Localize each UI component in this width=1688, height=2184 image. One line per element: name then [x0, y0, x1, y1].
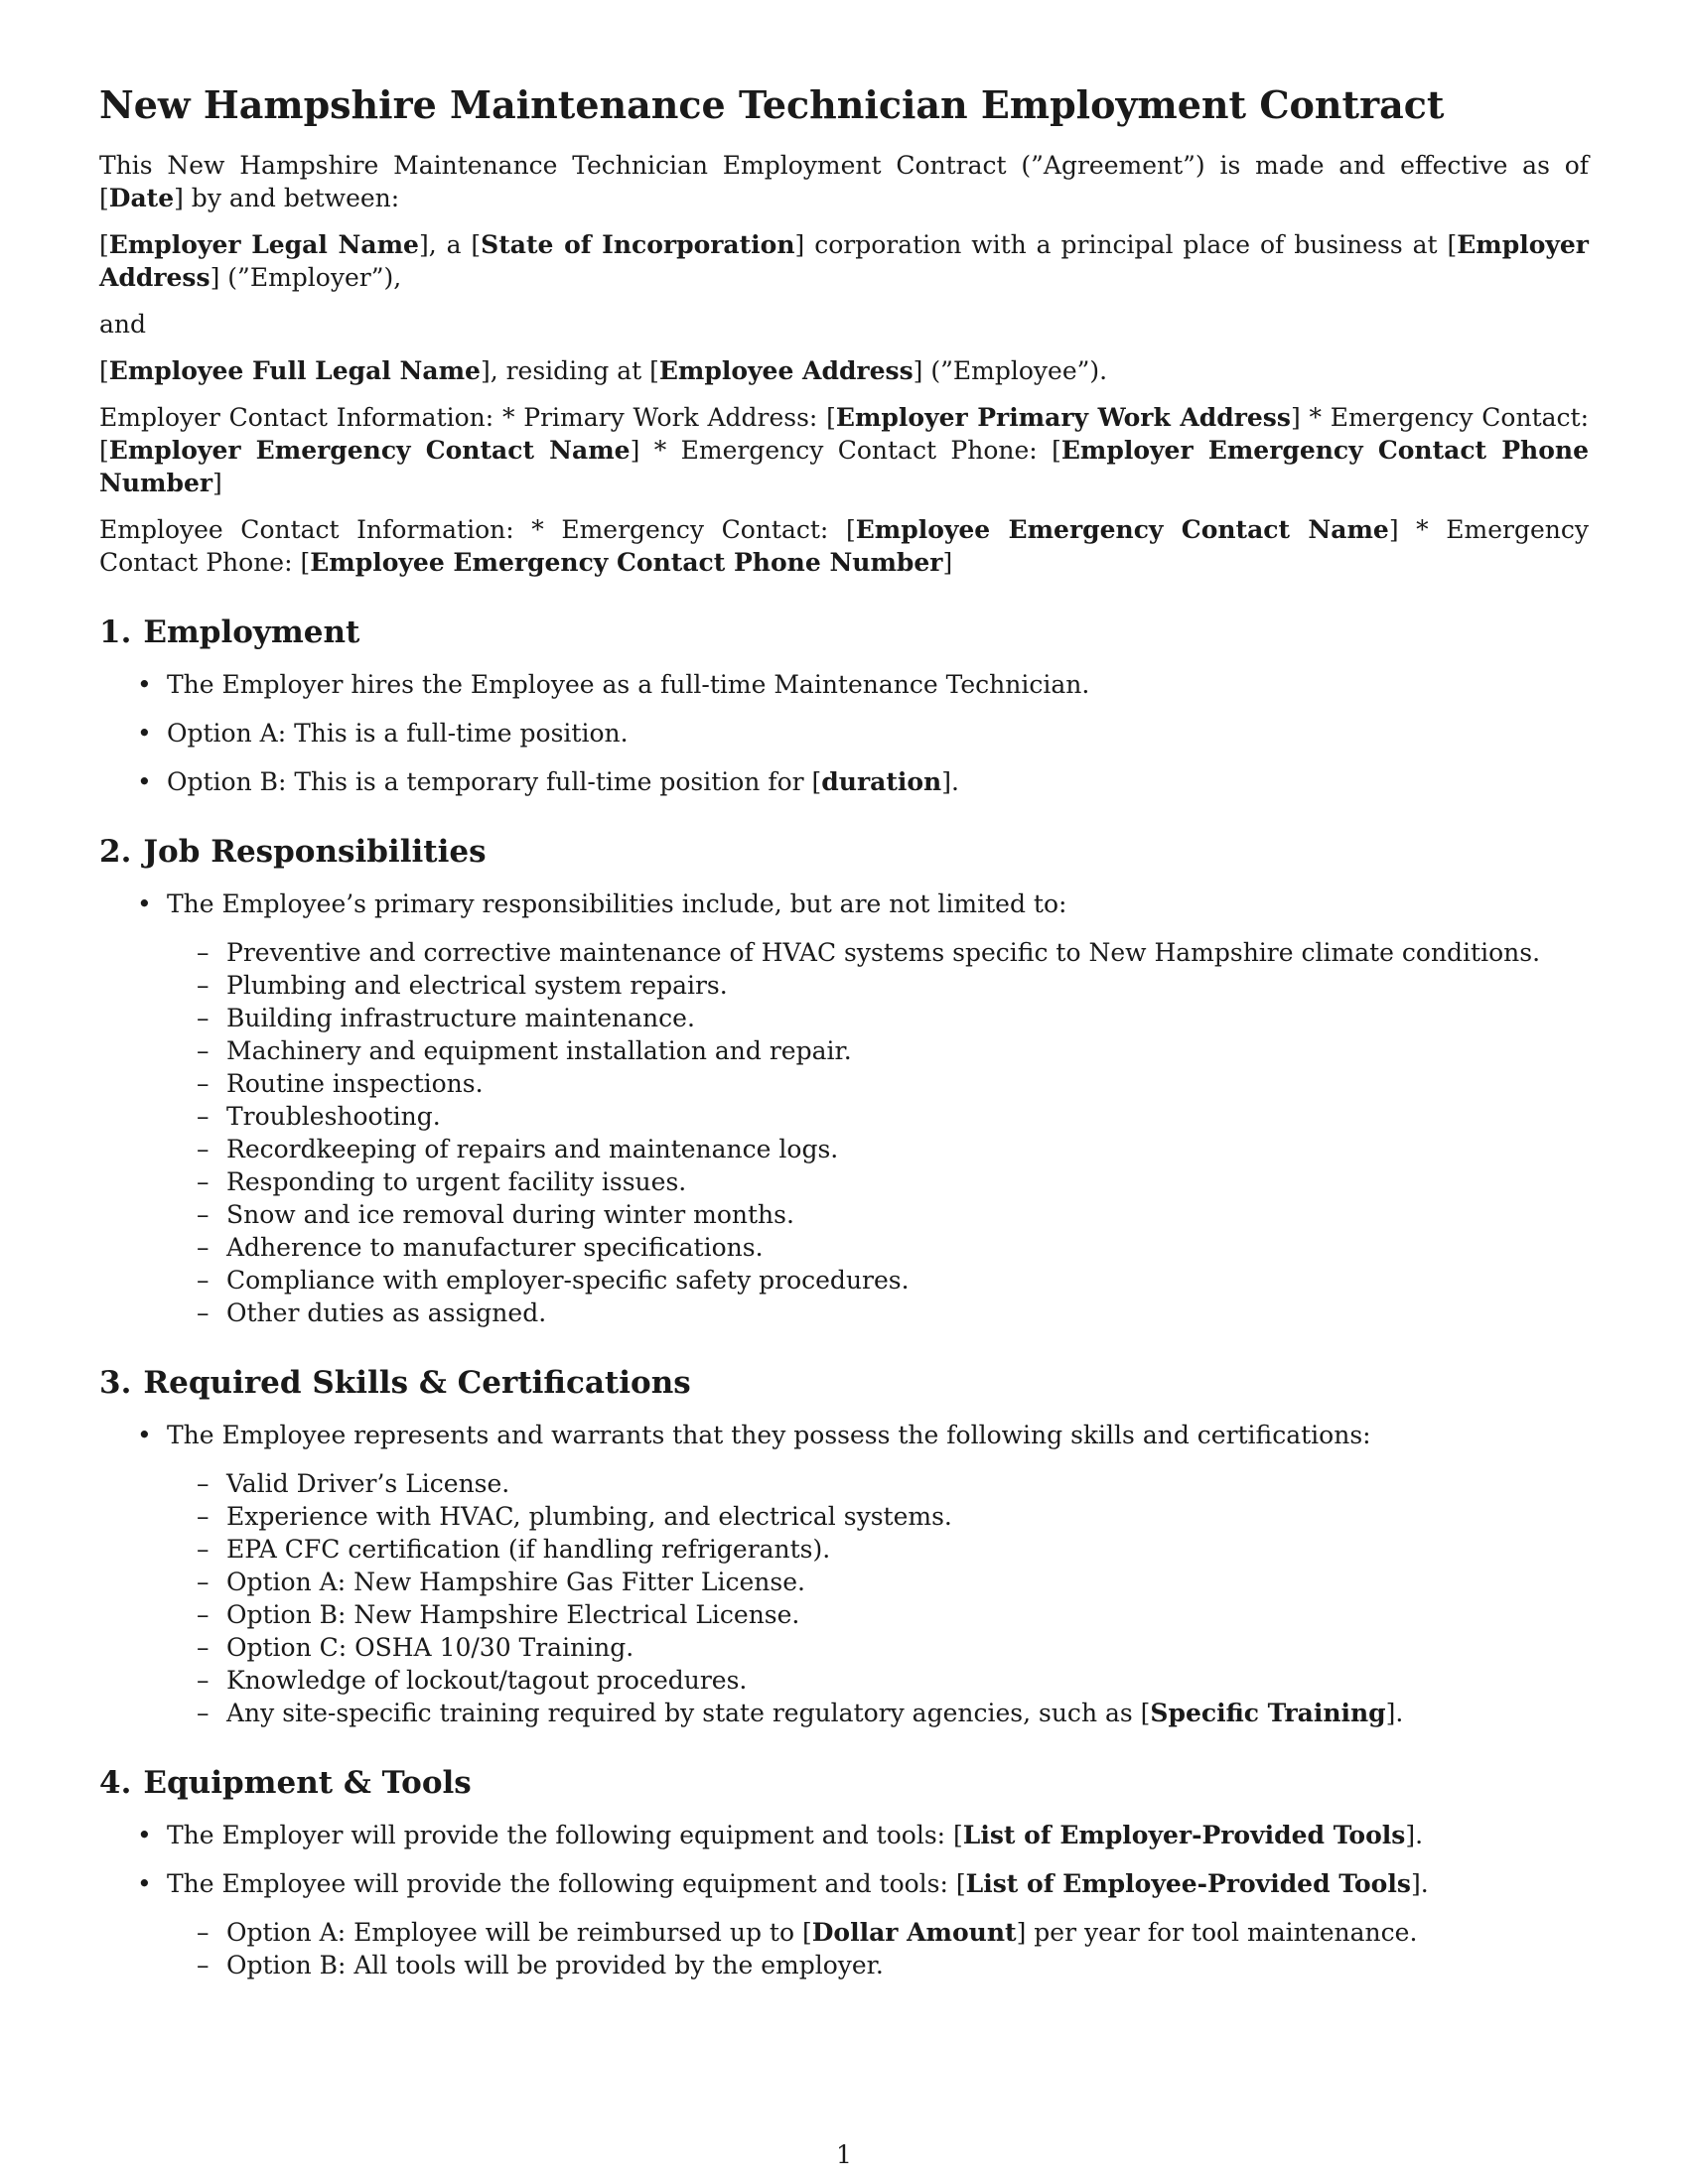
list-item: • Option A: This is a full-time position.: [99, 717, 1589, 750]
list-item: • The Employee represents and warrants that they possess the following skills and certifications: – Valid Driver’s License. – Experience with HVAC, plumbing, and electrical systems. – EPA CFC certification (if handling refrigerants). – Option A: New Hampshire Gas Fitter License. – Option B: New Hampshire Electrical License. – Option C: OSHA 10/30 Training. – Knowledge of lockout/tagout procedures. – Any site-specific training required by state regulatory agencies, such as [Specific Training].: [99, 1419, 1589, 1729]
tools-options-sublist: [167, 1916, 1589, 1981]
list-item: • Option B: This is a temporary full-time position for [duration].: [99, 765, 1589, 798]
placeholder-employee-tools: List of Employee-Provided Tools: [965, 1869, 1411, 1898]
section-heading-employment: 1. Employment: [99, 614, 360, 650]
list-item: • The Employee will provide the following equipment and tools: [List of Employee-Provided Tools]. – Option A: Employee will be reimbursed up to [Dollar Amount] per year for tool maintenance. – Option B: All tools will be provided by the employer.: [99, 1867, 1589, 1981]
page-number: 1: [836, 2140, 852, 2169]
placeholder-employer-emergency-phone: Employer Emergency Contact Phone Number: [99, 436, 1589, 497]
placeholder-specific-training: Specific Training: [1150, 1699, 1386, 1727]
sub-list-item: – Responding to urgent facility issues.: [99, 1165, 1589, 1198]
list-item: • The Employer will provide the following equipment and tools: [List of Employer-Provided Tools].: [99, 1819, 1589, 1851]
placeholder-dollar-amount: Dollar Amount: [811, 1918, 1017, 1947]
list-item: • The Employer hires the Employee as a full-time Maintenance Technician.: [99, 668, 1589, 701]
sub-list-item: – Adherence to manufacturer specifications.: [99, 1231, 1589, 1264]
placeholder-employer-work-address: Employer Primary Work Address: [835, 403, 1291, 432]
responsibilities-list: [99, 887, 1589, 1329]
sub-list-item: – Machinery and equipment installation and repair.: [99, 1034, 1589, 1067]
sub-list-item: – Option B: New Hampshire Electrical License.: [99, 1598, 1589, 1631]
placeholder-employer-tools: List of Employer-Provided Tools: [962, 1821, 1406, 1849]
sub-list-item: – Routine inspections.: [99, 1067, 1589, 1100]
responsibilities-sublist: [167, 936, 1589, 1329]
list-item: • The Employee’s primary responsibilities include, but are not limited to: – Preventive and corrective maintenance of HVAC systems specific to New Hampshire climate conditions. – Plumbing and electrical system repairs. – Building infrastructure maintenance. – Machinery and equipment installation and repair. – Routine inspections. – Troubleshooting. – Recordkeeping of repairs and maintenance logs. – Responding to urgent facility issues. – Snow and ice removal during winter months. – Adherence to manufacturer specifications. – Compliance with employer-specific safety procedures. – Other duties as assigned.: [99, 887, 1589, 1329]
and-paragraph: and: [99, 310, 147, 339]
placeholder-date: Date: [108, 184, 175, 212]
placeholder-state: State of Incorporation: [481, 230, 795, 259]
placeholder-employee-name: Employee Full Legal Name: [108, 356, 481, 385]
equipment-list: [99, 1819, 1589, 1981]
sub-list-item: – Option C: OSHA 10/30 Training.: [99, 1631, 1589, 1664]
sub-list-item: – Option A: Employee will be reimbursed up to [Dollar Amount] per year for tool maintenance.: [99, 1916, 1589, 1949]
employer-contact-paragraph: Employer Contact Information: * Primary Work Address: [Employer Primary Work Address] * Emergency Contact: [Employer Emergency Contact Name] * Emergency Contact Phone: [Employer Emergency Contact Phone Number]: [99, 403, 1589, 497]
section-heading-required-skills: 3. Required Skills & Certifications: [99, 1365, 691, 1401]
employee-contact-paragraph: Employee Contact Information: * Emergency Contact: [Employee Emergency Contact Name] * Emergency Contact Phone: [Employee Emergency Contact Phone Number]: [99, 515, 1589, 577]
employment-list: [99, 668, 1589, 798]
sub-list-item: – Preventive and corrective maintenance of HVAC systems specific to New Hampshire climate conditions.: [99, 936, 1589, 969]
placeholder-employer-legal-name: Employer Legal Name: [108, 230, 419, 259]
skills-list: [99, 1419, 1589, 1729]
placeholder-employee-emergency-phone: Employee Emergency Contact Phone Number: [310, 548, 943, 577]
placeholder-employee-address: Employee Address: [658, 356, 914, 385]
sub-list-item: – Recordkeeping of repairs and maintenance logs.: [99, 1133, 1589, 1165]
employer-party-paragraph: [Employer Legal Name], a [State of Incorporation] corporation with a principal place of business at [Employer Address] (”Employer”),: [99, 230, 1589, 292]
sub-list-item: – EPA CFC certification (if handling refrigerants).: [99, 1533, 1589, 1566]
sub-list-item: – Other duties as assigned.: [99, 1297, 1589, 1329]
sub-list-item: – Experience with HVAC, plumbing, and electrical systems.: [99, 1500, 1589, 1533]
sub-list-item: – Valid Driver’s License.: [99, 1467, 1589, 1500]
placeholder-duration: duration: [821, 767, 942, 796]
employee-party-paragraph: [Employee Full Legal Name], residing at [Employee Address] (”Employee”).: [99, 356, 1108, 385]
document-body: [99, 81, 1589, 1997]
section-heading-job-responsibilities: 2. Job Responsibilities: [99, 834, 487, 870]
intro-paragraph: This New Hampshire Maintenance Technician Employment Contract (”Agreement”) is made and effective as of [Date] by and between:: [99, 151, 1589, 212]
placeholder-employee-emergency-name: Employee Emergency Contact Name: [855, 515, 1389, 544]
document-title: New Hampshire Maintenance Technician Employment Contract: [99, 82, 1445, 127]
sub-list-item: – Building infrastructure maintenance.: [99, 1002, 1589, 1034]
sub-list-item: – Compliance with employer-specific safety procedures.: [99, 1264, 1589, 1297]
sub-list-item: – Option A: New Hampshire Gas Fitter License.: [99, 1566, 1589, 1598]
sub-list-item: – Any site-specific training required by state regulatory agencies, such as [Specific Training].: [99, 1697, 1589, 1729]
placeholder-employer-emergency-name: Employer Emergency Contact Name: [108, 436, 631, 465]
sub-list-item: – Snow and ice removal during winter months.: [99, 1198, 1589, 1231]
sub-list-item: – Troubleshooting.: [99, 1100, 1589, 1133]
sub-list-item: – Plumbing and electrical system repairs.: [99, 969, 1589, 1002]
sub-list-item: – Knowledge of lockout/tagout procedures.: [99, 1664, 1589, 1697]
sub-list-item: – Option B: All tools will be provided by the employer.: [99, 1949, 1589, 1981]
section-heading-equipment-tools: 4. Equipment & Tools: [99, 1765, 472, 1801]
placeholder-employer-address: Employer Address: [99, 230, 1589, 292]
skills-sublist: [167, 1467, 1589, 1729]
